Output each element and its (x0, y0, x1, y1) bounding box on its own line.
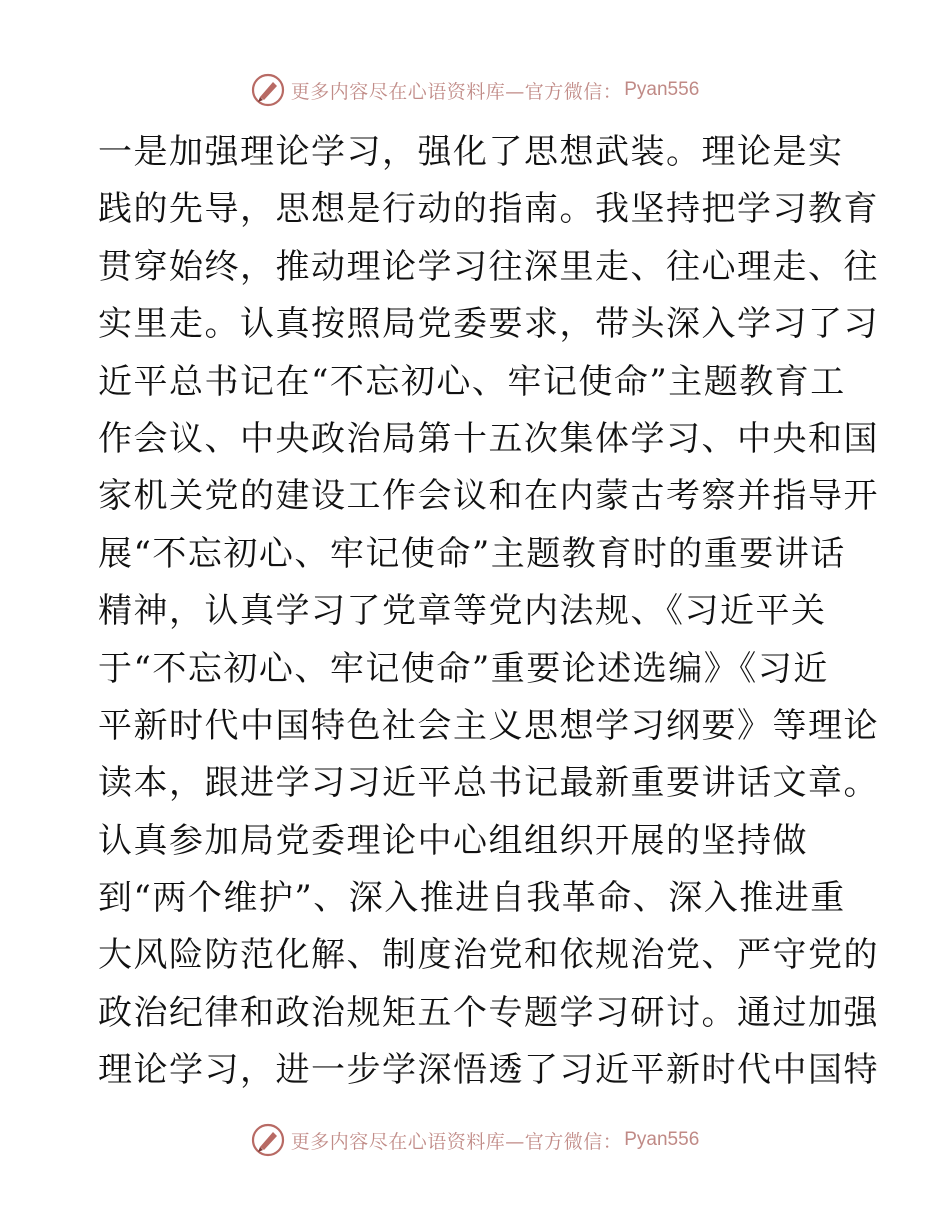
footer-watermark (0, 1120, 950, 1160)
text-line: 精神，认真学习了党章等党内法规、《习近平关 (98, 591, 827, 632)
watermark-text: 更多内容尽在心语资料库—官方微信： (290, 80, 623, 103)
watermark-text: 更多内容尽在心语资料库—官方微信： (290, 1130, 623, 1153)
watermark-handle: Pyan556 (624, 1129, 700, 1150)
header-watermark (0, 70, 950, 110)
text-line: 践的先导，思想是行动的指南。我坚持把学习教育 (98, 189, 879, 230)
text-line: 近平总书记在“不忘初心、牢记使命”主题教育工 (98, 361, 846, 402)
text-line: 家机关党的建设工作会议和在内蒙古考察并指导开 (98, 476, 879, 517)
text-line: 展“不忘初心、牢记使命”主题教育时的重要讲话 (98, 533, 846, 574)
pen-logo-icon (251, 1123, 285, 1157)
text-line: 贯穿始终，推动理论学习往深里走、往心理走、往 (98, 246, 879, 287)
watermark-handle: Pyan556 (624, 79, 700, 100)
text-line: 政治纪律和政治规矩五个专题学习研讨。通过加强 (98, 992, 879, 1033)
document-body (98, 124, 879, 1100)
text-line: 读本，跟进学习习近平总书记最新重要讲话文章。 (98, 763, 879, 804)
text-line: 到“两个维护”、深入推进自我革命、深入推进重 (98, 878, 846, 919)
pen-logo-icon (251, 73, 285, 107)
text-line: 理论学习，进一步学深悟透了习近平新时代中国特 (98, 1050, 879, 1091)
text-line: 实里走。认真按照局党委要求，带头深入学习了习 (98, 304, 879, 345)
text-line: 大风险防范化解、制度治党和依规治党、严守党的 (98, 935, 879, 976)
text-line: 作会议、中央政治局第十五次集体学习、中央和国 (98, 418, 879, 459)
text-line: 平新时代中国特色社会主义思想学习纲要》等理论 (98, 705, 879, 746)
text-line: 一是加强理论学习，强化了思想武装。理论是实 (98, 132, 844, 172)
text-line: 于“不忘初心、牢记使命”重要论述选编》《习近 (98, 648, 829, 689)
text-line: 认真参加局党委理论中心组组织开展的坚持做 (98, 820, 808, 861)
